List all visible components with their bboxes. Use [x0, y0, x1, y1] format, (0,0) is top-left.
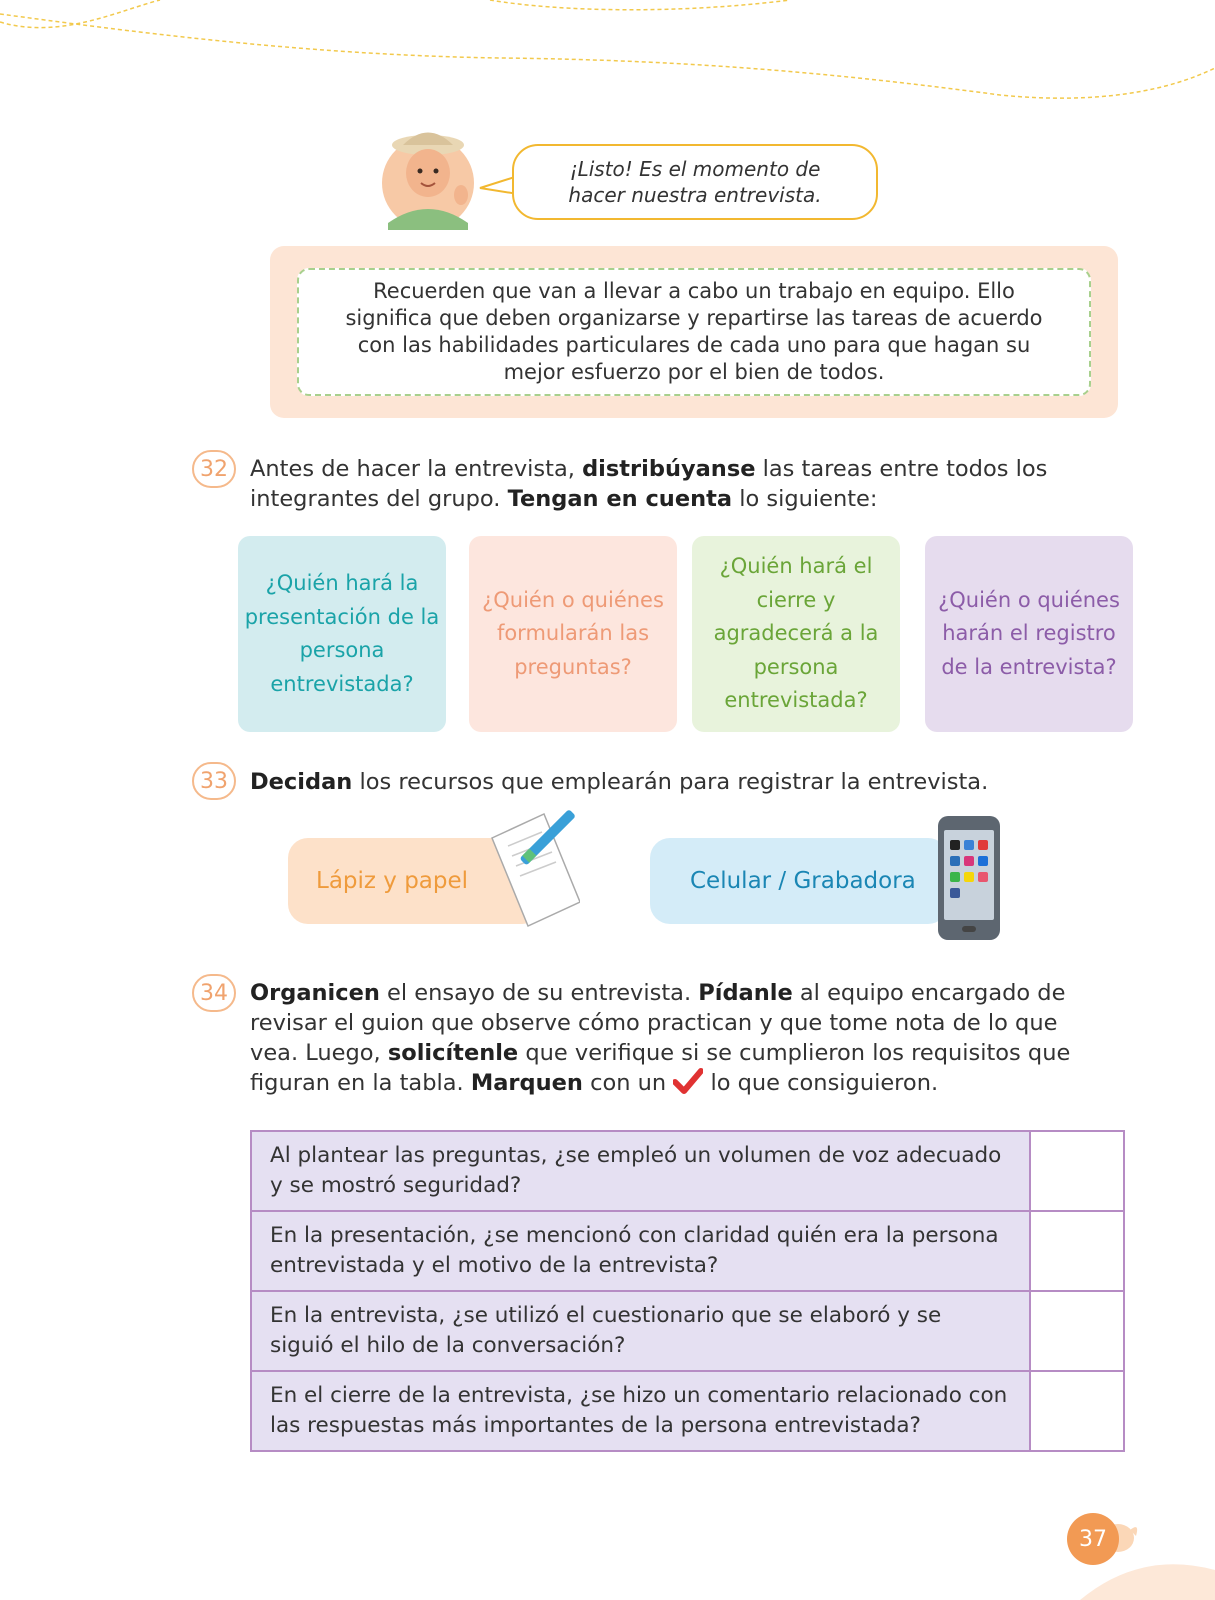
task-card-recording: ¿Quién o quiénes harán el registro de la entrevista? [925, 536, 1133, 732]
speech-line-1: ¡Listo! Es el momento de [569, 157, 821, 181]
check-cell[interactable] [1030, 1371, 1124, 1451]
red-checkmark-icon [673, 1068, 703, 1094]
activity-33-instruction: Decidan los recursos que emplearán para registrar la entrevista. [250, 769, 989, 795]
requirement-question: En la presentación, ¿se mencionó con claridad quién era la persona entrevistada y el motivo de la entrevista? [251, 1211, 1030, 1291]
resource-pencil-paper-label: Lápiz y papel [316, 868, 469, 894]
task-card-presentation: ¿Quién hará la presentación de la persona entrevistada? [238, 536, 446, 732]
task-card-questions: ¿Quién o quiénes formularán las preguntas? [469, 536, 677, 732]
check-cell[interactable] [1030, 1211, 1124, 1291]
pencil-paper-icon [488, 808, 580, 934]
activity-32-instruction: Antes de hacer la entrevista, distribúyanse las tareas entre todos los integrantes del grupo. Tengan en cuenta lo siguiente: [250, 456, 1048, 512]
requirements-table [250, 1130, 1125, 1452]
table-row [251, 1291, 1124, 1371]
table-row [251, 1131, 1124, 1211]
requirement-question: En el cierre de la entrevista, ¿se hizo un comentario relacionado con las respuestas más importantes de la persona entrevistada? [251, 1371, 1030, 1451]
task-card-closing: ¿Quién hará el cierre y agradecerá a la persona entrevistada? [692, 536, 900, 732]
activity-number-32: 32 [192, 450, 236, 488]
requirement-question: En la entrevista, ¿se utilizó el cuestionario que se elaboró y se siguió el hilo de la conversación? [251, 1291, 1030, 1371]
resource-phone-recorder-label: Celular / Grabadora [690, 868, 916, 894]
corner-decoration [1080, 1560, 1215, 1600]
speech-bubble [512, 144, 878, 220]
resource-phone-recorder [650, 838, 948, 924]
activity-number-33: 33 [192, 762, 236, 800]
check-cell[interactable] [1030, 1131, 1124, 1211]
speech-line-2: hacer nuestra entrevista. [568, 183, 822, 207]
activity-number-34: 34 [192, 974, 236, 1012]
decorative-wavy-lines [0, 0, 1215, 110]
page-number: 37 [1067, 1513, 1119, 1565]
activity-34-instruction: Organicen el ensayo de su entrevista. Pídanle al equipo encargado de revisar el guion que observe cómo practican y que tome nota de lo que vea. Luego, solicítenle que verifique si se cumplieron los requisitos que figuran en la tabla. Marquen con un lo que consiguieron. [250, 980, 1071, 1096]
check-cell[interactable] [1030, 1291, 1124, 1371]
note-text: Recuerden que van a llevar a cabo un trabajo en equipo. Ello significa que deben organizarse y repartirse las tareas de acuerdo con las habilidades particulares de cada uno para que hagan su mejor esfuerzo por el bien de todos. [297, 268, 1091, 396]
smartphone-icon [936, 814, 1002, 942]
boy-character-illustration [378, 125, 478, 230]
requirement-question: Al plantear las preguntas, ¿se empleó un volumen de voz adecuado y se mostró seguridad? [251, 1131, 1030, 1211]
table-row [251, 1371, 1124, 1451]
table-row [251, 1211, 1124, 1291]
